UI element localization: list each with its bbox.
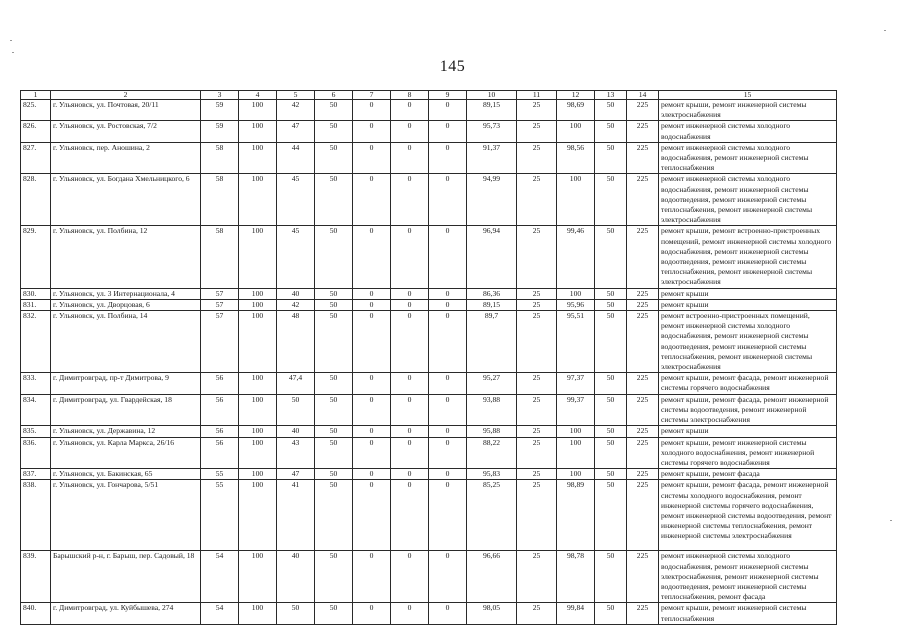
- address-cell: Барышский р-н, г. Барыш, пер. Садовый, 18: [51, 551, 201, 603]
- row-number-cell: 825.: [21, 100, 51, 121]
- column-number: 3: [201, 91, 239, 100]
- value-cell: 98,69: [557, 100, 595, 121]
- table-row: [21, 226, 837, 288]
- row-number-cell: 830.: [21, 288, 51, 299]
- value-cell: 50: [315, 299, 353, 310]
- value-cell: 50: [315, 426, 353, 437]
- value-cell: 225: [627, 480, 659, 551]
- value-cell: 95,27: [467, 373, 517, 394]
- value-cell: 98,78: [557, 551, 595, 603]
- value-cell: 50: [595, 142, 627, 174]
- value-cell: 225: [627, 603, 659, 624]
- address-cell: г. Ульяновск, ул. Карла Маркса, 26/16: [51, 437, 201, 469]
- value-cell: 56: [201, 373, 239, 394]
- work-types-cell: ремонт крыши, ремонт фасада, ремонт инженерной системы горячего водоснабжения: [659, 373, 837, 394]
- value-cell: 225: [627, 100, 659, 121]
- work-types-cell: ремонт крыши, ремонт встроенно-пристроенных помещений, ремонт инженерной системы холодного водоснабжения, ремонт инженерной системы водоотведения, ремонт инженерной системы теплоснабжения, ремонт инженерной системы электроснабжения: [659, 226, 837, 288]
- value-cell: 55: [201, 469, 239, 480]
- value-cell: 86,36: [467, 288, 517, 299]
- value-cell: 25: [517, 373, 557, 394]
- row-number-cell: 836.: [21, 437, 51, 469]
- value-cell: 0: [353, 142, 391, 174]
- column-number: 8: [391, 91, 429, 100]
- value-cell: 0: [391, 603, 429, 624]
- value-cell: 98,05: [467, 603, 517, 624]
- value-cell: 225: [627, 551, 659, 603]
- work-types-cell: ремонт крыши: [659, 299, 837, 310]
- value-cell: 88,22: [467, 437, 517, 469]
- value-cell: 50: [595, 437, 627, 469]
- table-row: [21, 437, 837, 469]
- value-cell: 0: [353, 603, 391, 624]
- column-number: 13: [595, 91, 627, 100]
- value-cell: 98,89: [557, 480, 595, 551]
- value-cell: 0: [353, 394, 391, 426]
- value-cell: 0: [391, 437, 429, 469]
- value-cell: 40: [277, 426, 315, 437]
- row-number-cell: 835.: [21, 426, 51, 437]
- value-cell: 0: [429, 142, 467, 174]
- value-cell: 85,25: [467, 480, 517, 551]
- work-types-cell: ремонт крыши, ремонт фасада: [659, 469, 837, 480]
- value-cell: 0: [353, 551, 391, 603]
- value-cell: 100: [239, 394, 277, 426]
- value-cell: 50: [315, 288, 353, 299]
- value-cell: 50: [595, 121, 627, 142]
- value-cell: 100: [557, 426, 595, 437]
- value-cell: 0: [391, 142, 429, 174]
- value-cell: 100: [557, 437, 595, 469]
- value-cell: 47: [277, 121, 315, 142]
- value-cell: 25: [517, 226, 557, 288]
- value-cell: 50: [595, 226, 627, 288]
- value-cell: 96,66: [467, 551, 517, 603]
- value-cell: 225: [627, 373, 659, 394]
- value-cell: 0: [429, 426, 467, 437]
- work-types-cell: ремонт инженерной системы холодного водоснабжения: [659, 121, 837, 142]
- value-cell: 47: [277, 469, 315, 480]
- value-cell: 100: [239, 480, 277, 551]
- address-cell: г. Ульяновск, ул. 3 Интернационала, 4: [51, 288, 201, 299]
- address-cell: г. Димитровград, ул. Гвардейская, 18: [51, 394, 201, 426]
- value-cell: 50: [277, 603, 315, 624]
- work-types-cell: ремонт инженерной системы холодного водоснабжения, ремонт инженерной системы электроснабжения, ремонт инженерной системы водоотведения, ремонт инженерной системы теплоснабжения, ремонт фасада: [659, 551, 837, 603]
- value-cell: 58: [201, 142, 239, 174]
- value-cell: 100: [239, 121, 277, 142]
- address-cell: г. Ульяновск, ул. Полбина, 12: [51, 226, 201, 288]
- value-cell: 0: [353, 480, 391, 551]
- value-cell: 0: [391, 311, 429, 373]
- value-cell: 100: [239, 299, 277, 310]
- work-types-cell: ремонт крыши: [659, 288, 837, 299]
- table-row: [21, 603, 837, 624]
- address-cell: г. Ульяновск, пер. Аношина, 2: [51, 142, 201, 174]
- value-cell: 0: [429, 603, 467, 624]
- value-cell: 225: [627, 426, 659, 437]
- table-row: [21, 311, 837, 373]
- value-cell: 100: [239, 226, 277, 288]
- table-row: [21, 426, 837, 437]
- value-cell: 0: [429, 121, 467, 142]
- value-cell: 100: [239, 174, 277, 226]
- work-types-cell: ремонт инженерной системы холодного водоснабжения, ремонт инженерной системы водоотведения, ремонт инженерной системы теплоснабжения, ремонт инженерной системы электроснабжения: [659, 174, 837, 226]
- value-cell: 44: [277, 142, 315, 174]
- value-cell: 48: [277, 311, 315, 373]
- value-cell: 50: [315, 100, 353, 121]
- address-cell: г. Димитровград, ул. Куйбышева, 274: [51, 603, 201, 624]
- column-number: 5: [277, 91, 315, 100]
- value-cell: 50: [315, 469, 353, 480]
- table-row: [21, 551, 837, 603]
- value-cell: 50: [595, 100, 627, 121]
- work-types-cell: ремонт крыши, ремонт инженерной системы теплоснабжения: [659, 603, 837, 624]
- value-cell: 54: [201, 551, 239, 603]
- value-cell: 0: [353, 299, 391, 310]
- value-cell: 50: [595, 288, 627, 299]
- address-cell: г. Ульяновск, ул. Полбина, 14: [51, 311, 201, 373]
- value-cell: 91,37: [467, 142, 517, 174]
- row-number-cell: 828.: [21, 174, 51, 226]
- value-cell: 0: [429, 299, 467, 310]
- value-cell: 100: [239, 142, 277, 174]
- row-number-cell: 838.: [21, 480, 51, 551]
- address-cell: г. Ульяновск, ул. Богдана Хмельницкого, 6: [51, 174, 201, 226]
- value-cell: 0: [429, 174, 467, 226]
- repair-program-table: [20, 90, 837, 625]
- value-cell: 0: [353, 437, 391, 469]
- value-cell: 95,88: [467, 426, 517, 437]
- value-cell: 95,83: [467, 469, 517, 480]
- column-number: 1: [21, 91, 51, 100]
- value-cell: 50: [315, 373, 353, 394]
- value-cell: 42: [277, 299, 315, 310]
- work-types-cell: ремонт инженерной системы холодного водоснабжения, ремонт инженерной системы теплоснабжения: [659, 142, 837, 174]
- value-cell: 25: [517, 174, 557, 226]
- value-cell: 0: [391, 226, 429, 288]
- work-types-cell: ремонт крыши, ремонт инженерной системы электроснабжения: [659, 100, 837, 121]
- value-cell: 56: [201, 426, 239, 437]
- value-cell: 0: [429, 480, 467, 551]
- value-cell: 89,15: [467, 100, 517, 121]
- table-row: [21, 469, 837, 480]
- value-cell: 25: [517, 551, 557, 603]
- work-types-cell: ремонт крыши, ремонт фасада, ремонт инженерной системы водоотведения, ремонт инженерной системы электроснабжения: [659, 394, 837, 426]
- value-cell: 0: [429, 394, 467, 426]
- value-cell: 225: [627, 174, 659, 226]
- work-types-cell: ремонт встроенно-пристроенных помещений, ремонт инженерной системы холодного водоснабжения, ремонт инженерной системы водоотведения, ремонт инженерной системы теплоснабжения, ремонт инженерной системы электроснабжения: [659, 311, 837, 373]
- value-cell: 100: [557, 469, 595, 480]
- value-cell: 25: [517, 311, 557, 373]
- value-cell: 0: [391, 394, 429, 426]
- column-number: 11: [517, 91, 557, 100]
- scan-speck: [10, 40, 12, 41]
- row-number-cell: 834.: [21, 394, 51, 426]
- address-cell: г. Ульяновск, ул. Державина, 12: [51, 426, 201, 437]
- value-cell: 100: [239, 288, 277, 299]
- value-cell: 50: [315, 394, 353, 426]
- value-cell: 50: [315, 551, 353, 603]
- value-cell: 0: [391, 299, 429, 310]
- value-cell: 100: [239, 426, 277, 437]
- value-cell: 0: [391, 373, 429, 394]
- value-cell: 45: [277, 226, 315, 288]
- column-number: 2: [51, 91, 201, 100]
- row-number-cell: 826.: [21, 121, 51, 142]
- value-cell: 25: [517, 100, 557, 121]
- address-cell: г. Ульяновск, ул. Бакинская, 65: [51, 469, 201, 480]
- address-cell: г. Ульяновск, ул. Гончарова, 5/51: [51, 480, 201, 551]
- value-cell: 0: [391, 174, 429, 226]
- value-cell: 50: [595, 469, 627, 480]
- value-cell: 50: [595, 299, 627, 310]
- value-cell: 50: [595, 426, 627, 437]
- value-cell: 59: [201, 100, 239, 121]
- value-cell: 50: [315, 603, 353, 624]
- value-cell: 50: [595, 311, 627, 373]
- value-cell: 225: [627, 311, 659, 373]
- value-cell: 50: [315, 121, 353, 142]
- value-cell: 225: [627, 288, 659, 299]
- value-cell: 42: [277, 100, 315, 121]
- value-cell: 50: [595, 394, 627, 426]
- value-cell: 25: [517, 288, 557, 299]
- value-cell: 0: [391, 480, 429, 551]
- value-cell: 95,96: [557, 299, 595, 310]
- value-cell: 41: [277, 480, 315, 551]
- value-cell: 89,15: [467, 299, 517, 310]
- scan-speck: [884, 30, 886, 31]
- value-cell: 0: [353, 426, 391, 437]
- value-cell: 0: [391, 100, 429, 121]
- value-cell: 58: [201, 226, 239, 288]
- column-number: 12: [557, 91, 595, 100]
- value-cell: 25: [517, 121, 557, 142]
- column-number: 10: [467, 91, 517, 100]
- value-cell: 57: [201, 311, 239, 373]
- value-cell: 0: [429, 373, 467, 394]
- value-cell: 57: [201, 288, 239, 299]
- value-cell: 99,37: [557, 394, 595, 426]
- column-number: 6: [315, 91, 353, 100]
- value-cell: 0: [353, 121, 391, 142]
- value-cell: 95,73: [467, 121, 517, 142]
- value-cell: 93,88: [467, 394, 517, 426]
- table-row: [21, 373, 837, 394]
- value-cell: 225: [627, 437, 659, 469]
- value-cell: 50: [315, 480, 353, 551]
- value-cell: 25: [517, 437, 557, 469]
- value-cell: 95,51: [557, 311, 595, 373]
- value-cell: 225: [627, 121, 659, 142]
- value-cell: 0: [353, 226, 391, 288]
- value-cell: 99,84: [557, 603, 595, 624]
- value-cell: 100: [239, 603, 277, 624]
- value-cell: 0: [429, 288, 467, 299]
- value-cell: 50: [315, 142, 353, 174]
- column-number: 4: [239, 91, 277, 100]
- address-cell: г. Ульяновск, ул. Почтовая, 20/11: [51, 100, 201, 121]
- value-cell: 0: [353, 311, 391, 373]
- value-cell: 25: [517, 142, 557, 174]
- value-cell: 25: [517, 299, 557, 310]
- value-cell: 0: [391, 551, 429, 603]
- value-cell: 56: [201, 437, 239, 469]
- value-cell: 100: [239, 373, 277, 394]
- value-cell: 45: [277, 174, 315, 226]
- value-cell: 0: [429, 311, 467, 373]
- row-number-cell: 829.: [21, 226, 51, 288]
- value-cell: 96,94: [467, 226, 517, 288]
- value-cell: 0: [353, 174, 391, 226]
- row-number-cell: 839.: [21, 551, 51, 603]
- column-number: 14: [627, 91, 659, 100]
- scan-speck: [12, 52, 14, 53]
- row-number-cell: 831.: [21, 299, 51, 310]
- value-cell: 100: [557, 288, 595, 299]
- value-cell: 97,37: [557, 373, 595, 394]
- value-cell: 50: [315, 226, 353, 288]
- value-cell: 0: [391, 288, 429, 299]
- scan-speck: [890, 520, 892, 521]
- value-cell: 25: [517, 469, 557, 480]
- row-number-cell: 833.: [21, 373, 51, 394]
- row-number-cell: 837.: [21, 469, 51, 480]
- column-number-row: [21, 91, 837, 100]
- column-number: 7: [353, 91, 391, 100]
- value-cell: 100: [239, 311, 277, 373]
- table-row: [21, 394, 837, 426]
- value-cell: 50: [315, 174, 353, 226]
- address-cell: г. Димитровград, пр-т Димитрова, 9: [51, 373, 201, 394]
- table-row: [21, 100, 837, 121]
- value-cell: 225: [627, 469, 659, 480]
- table-row: [21, 121, 837, 142]
- value-cell: 40: [277, 288, 315, 299]
- value-cell: 25: [517, 394, 557, 426]
- value-cell: 55: [201, 480, 239, 551]
- value-cell: 59: [201, 121, 239, 142]
- value-cell: 225: [627, 142, 659, 174]
- value-cell: 225: [627, 299, 659, 310]
- value-cell: 225: [627, 394, 659, 426]
- value-cell: 43: [277, 437, 315, 469]
- value-cell: 40: [277, 551, 315, 603]
- column-number: 15: [659, 91, 837, 100]
- value-cell: 0: [391, 469, 429, 480]
- value-cell: 0: [391, 426, 429, 437]
- value-cell: 50: [277, 394, 315, 426]
- value-cell: 94,99: [467, 174, 517, 226]
- value-cell: 50: [595, 480, 627, 551]
- address-cell: г. Ульяновск, ул. Ростовская, 7/2: [51, 121, 201, 142]
- value-cell: 58: [201, 174, 239, 226]
- row-number-cell: 832.: [21, 311, 51, 373]
- work-types-cell: ремонт крыши, ремонт фасада, ремонт инженерной системы холодного водоснабжения, ремонт инженерной системы горячего водоснабжения, ремонт инженерной системы водоотведения, ремонт инженерной системы теплоснабжения, ремонт инженерной системы электроснабжения: [659, 480, 837, 551]
- value-cell: 50: [315, 311, 353, 373]
- work-types-cell: ремонт крыши, ремонт инженерной системы холодного водоснабжения, ремонт инженерной системы горячего водоснабжения: [659, 437, 837, 469]
- value-cell: 100: [239, 437, 277, 469]
- table-row: [21, 288, 837, 299]
- value-cell: 0: [429, 226, 467, 288]
- value-cell: 0: [429, 100, 467, 121]
- table-row: [21, 299, 837, 310]
- value-cell: 100: [557, 174, 595, 226]
- work-types-cell: ремонт крыши: [659, 426, 837, 437]
- value-cell: 25: [517, 603, 557, 624]
- value-cell: 0: [353, 469, 391, 480]
- value-cell: 25: [517, 480, 557, 551]
- value-cell: 0: [391, 121, 429, 142]
- row-number-cell: 840.: [21, 603, 51, 624]
- value-cell: 98,56: [557, 142, 595, 174]
- value-cell: 50: [595, 551, 627, 603]
- value-cell: 0: [353, 288, 391, 299]
- table-row: [21, 174, 837, 226]
- value-cell: 50: [595, 603, 627, 624]
- value-cell: 100: [239, 469, 277, 480]
- value-cell: 57: [201, 299, 239, 310]
- page-number: 145: [439, 58, 466, 75]
- value-cell: 50: [595, 373, 627, 394]
- value-cell: 225: [627, 226, 659, 288]
- value-cell: 0: [429, 551, 467, 603]
- table-row: [21, 142, 837, 174]
- value-cell: 54: [201, 603, 239, 624]
- value-cell: 100: [557, 121, 595, 142]
- column-number: 9: [429, 91, 467, 100]
- value-cell: 0: [353, 373, 391, 394]
- value-cell: 50: [595, 174, 627, 226]
- value-cell: 100: [239, 551, 277, 603]
- value-cell: 47,4: [277, 373, 315, 394]
- table-row: [21, 480, 837, 551]
- value-cell: 25: [517, 426, 557, 437]
- value-cell: 0: [429, 437, 467, 469]
- value-cell: 99,46: [557, 226, 595, 288]
- value-cell: 50: [315, 437, 353, 469]
- value-cell: 89,7: [467, 311, 517, 373]
- value-cell: 56: [201, 394, 239, 426]
- value-cell: 0: [429, 469, 467, 480]
- address-cell: г. Ульяновск, ул. Дворцовая, 6: [51, 299, 201, 310]
- value-cell: 100: [239, 100, 277, 121]
- row-number-cell: 827.: [21, 142, 51, 174]
- value-cell: 0: [353, 100, 391, 121]
